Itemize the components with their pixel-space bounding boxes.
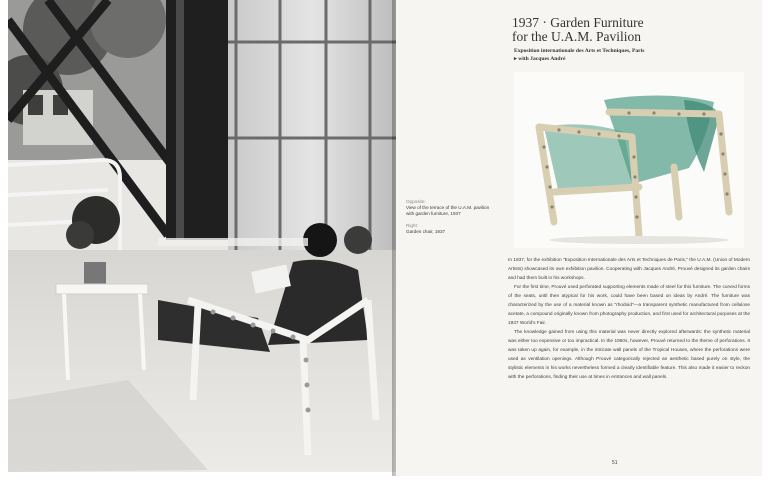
body-text bbox=[508, 256, 750, 382]
body-paragraph-3: The knowledge gained from using this material was never directly explored afterwards: the synthetic material was either too expensive or too impractical. In the 1950s, however, Prouvé returned to the theme of perforations. It was taken up again, for example, in the intricate wall panels of the Tropical Houses, where the perforations were used as ventilation openings. Although Prouvé categorically rejected an aesthetic based purely on style, the stylistic elements in his works nevertheless formed a clearly identifiable feature. This also made it easier to reckon with the perforations, finding their use at times in entrances and wall panels. bbox=[508, 330, 750, 380]
chapter-subtitle bbox=[514, 47, 744, 63]
caption-opposite-label: Opposite: bbox=[406, 199, 426, 204]
chapter-title-line1: 1937 · Garden Furniture bbox=[512, 15, 644, 30]
photo-captions bbox=[406, 199, 498, 235]
chapter-subtitle-line1: Exposition internationale des Arts et Techniques, Paris bbox=[514, 48, 645, 54]
chapter-title-line2: for the U.A.M. Pavilion bbox=[512, 29, 641, 44]
caption-right-label: Right: bbox=[406, 223, 419, 228]
page-number: 51 bbox=[612, 460, 618, 466]
chapter-title bbox=[512, 16, 752, 44]
body-paragraph-1: In 1937, for the exhibition "Exposition Internationale des Arts et Techniques de Paris," the U.A.M. (Union of Modern Artists) showcased its own exhibition pavilion. Cooperating with Jacques André, Prouvé designed its garden chairs and had them built in his workshops. bbox=[508, 258, 750, 281]
body-paragraph-2: For the first time, Prouvé used perforated supporting elements made of steel for this furniture. The curved forms of the seats, until then atypical for his work, could have been based on ideas by André. The furniture was characterized by the use of a material known as "rhodoid"—a transparent synthetic manufactured from cellulose acetate, a compound originally known from photography production, and first used for architectural purposes at the 1937 World's Fair. bbox=[508, 285, 750, 326]
terrace-photo bbox=[8, 0, 396, 472]
left-page bbox=[8, 0, 396, 472]
chapter-subtitle-line2: ▸ with Jacques André bbox=[514, 56, 566, 62]
caption-right-text: Garden chair, 1937 bbox=[406, 229, 446, 234]
garden-chair-figure bbox=[514, 72, 744, 248]
caption-opposite-text: View of the terrace of the U.A.M. pavilion with garden furniture, 1937 bbox=[406, 205, 490, 216]
garden-chair-photo bbox=[514, 72, 744, 248]
